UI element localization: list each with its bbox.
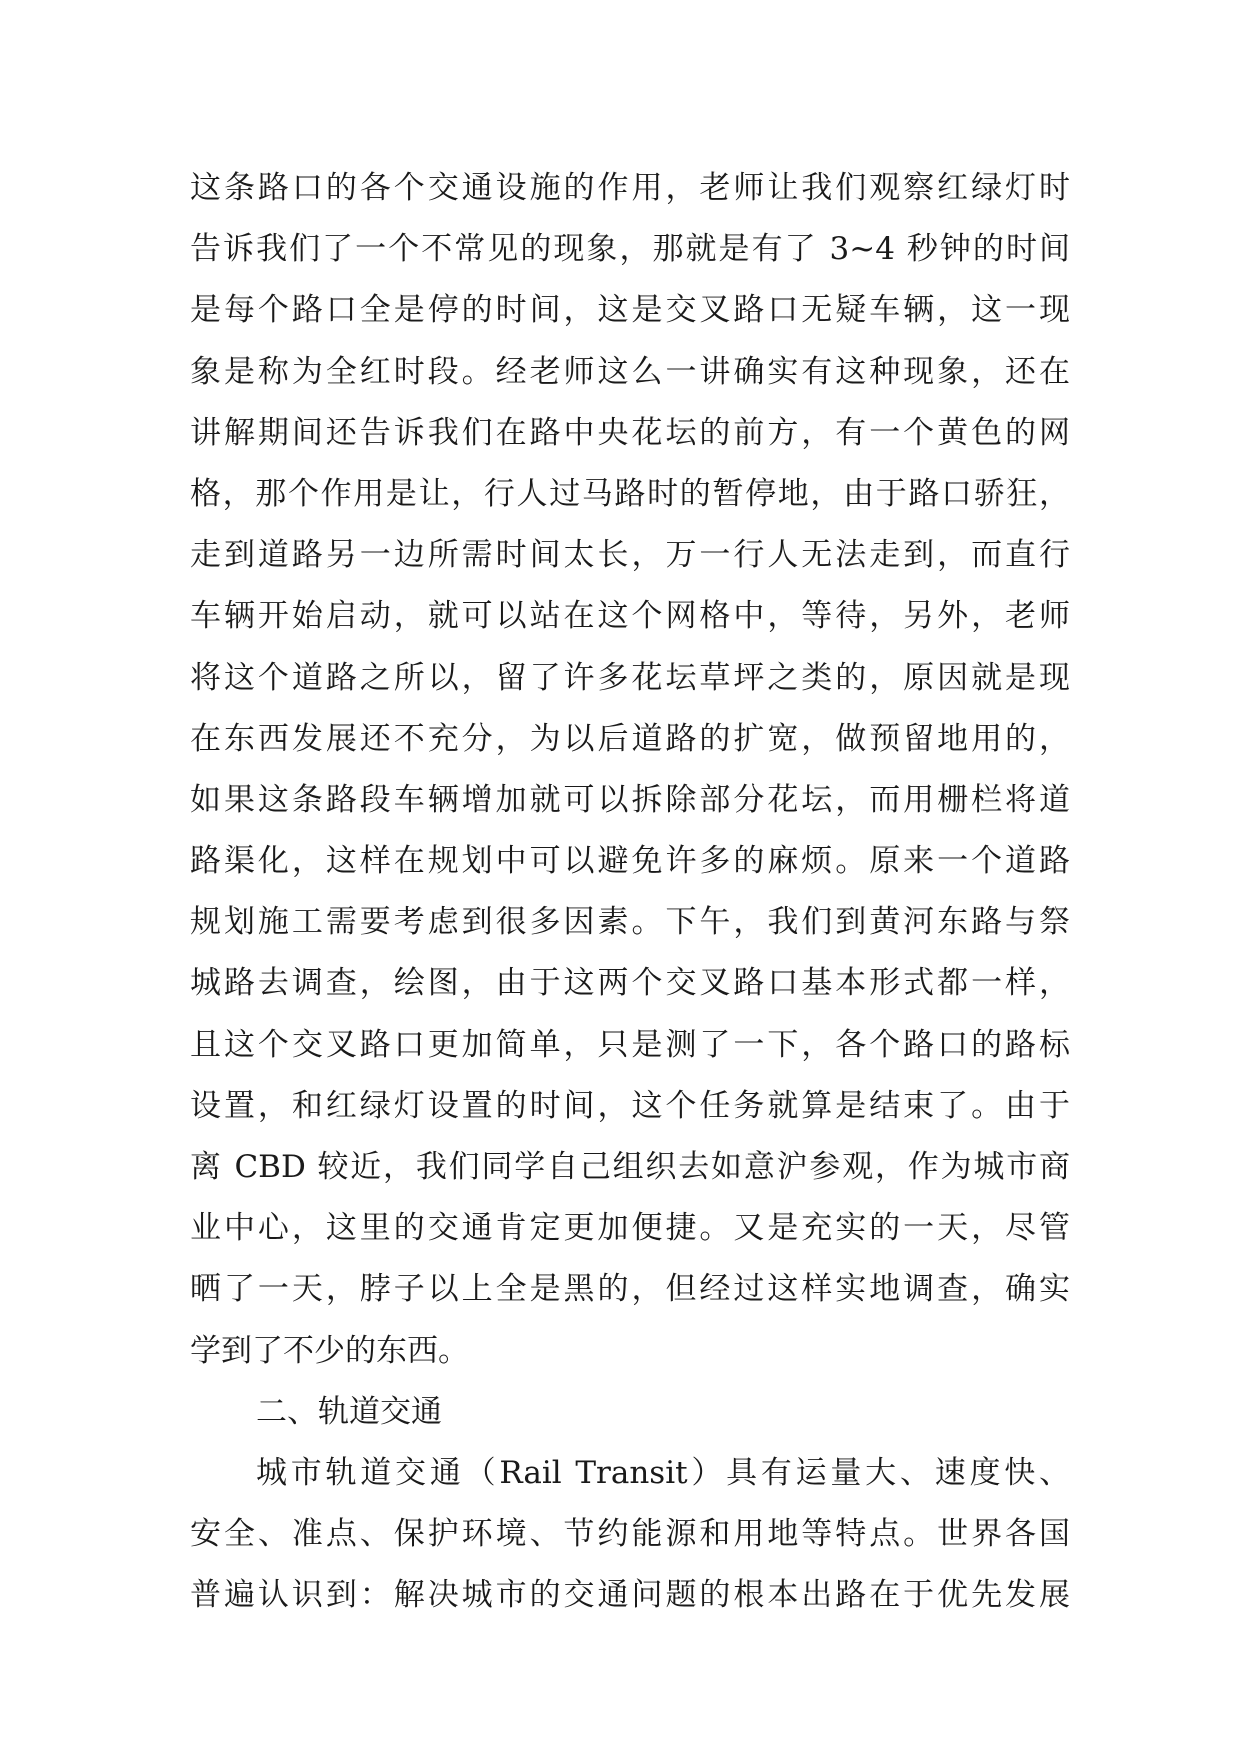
text-line: 如果这条路段车辆增加就可以拆除部分花坛，而用栅栏将道 [190,781,1070,818]
text-line: 离 CBD 较近，我们同学自己组织去如意沪参观，作为城市商 [190,1149,1070,1185]
text-line: 路渠化，这样在规划中可以避免许多的麻烦。原来一个道路 [190,843,1070,880]
paragraph-first-line: 城市轨道交通（Rail Transit）具有运量大、速度快、 [256,1454,1070,1491]
text-line: 格，那个作用是让，行人过马路时的暂停地，由于路口骄狂， [190,475,1070,512]
text-line: 这条路口的各个交通设施的作用，老师让我们观察红绿灯时 [190,170,1070,206]
text-line: 城路去调查，绘图，由于这两个交叉路口基本形式都一样， [190,965,1070,1002]
text-line: 设置，和红绿灯设置的时间，这个任务就算是结束了。由于 [190,1087,1070,1124]
text-line: 业中心，这里的交通肯定更加便捷。又是充实的一天，尽管 [190,1210,1070,1247]
text-line: 象是称为全红时段。经老师这么一讲确实有这种现象，还在 [190,353,1070,390]
text-line: 是每个路口全是停的时间，这是交叉路口无疑车辆，这一现 [190,292,1070,329]
text-line: 告诉我们了一个不常见的现象，那就是有了 3~4 秒钟的时间 [190,231,1070,268]
text-line: 规划施工需要考虑到很多因素。下午，我们到黄河东路与祭 [190,904,1070,941]
text-line: 将这个道路之所以，留了许多花坛草坪之类的，原因就是现 [190,659,1070,696]
text-line: 安全、准点、保护环境、节约能源和用地等特点。世界各国 [190,1516,1070,1553]
section-heading: 二、轨道交通 [256,1393,442,1430]
text-line: 在东西发展还不充分，为以后道路的扩宽，做预留地用的， [190,720,1070,757]
text-line: 普遍认识到：解决城市的交通问题的根本出路在于优先发展 [190,1577,1070,1614]
text-line: 且这个交叉路口更加简单，只是测了一下，各个路口的路标 [190,1026,1070,1063]
paragraph-end-line: 学到了不少的东西。 [190,1332,469,1369]
text-line: 车辆开始启动，就可以站在这个网格中，等待，另外，老师 [190,598,1070,635]
text-line: 讲解期间还告诉我们在路中央花坛的前方，有一个黄色的网 [190,414,1070,451]
text-line: 走到道路另一边所需时间太长，万一行人无法走到，而直行 [190,537,1070,574]
body-text [190,158,1070,1627]
text-line: 晒了一天，脖子以上全是黑的，但经过这样实地调查，确实 [190,1271,1070,1308]
